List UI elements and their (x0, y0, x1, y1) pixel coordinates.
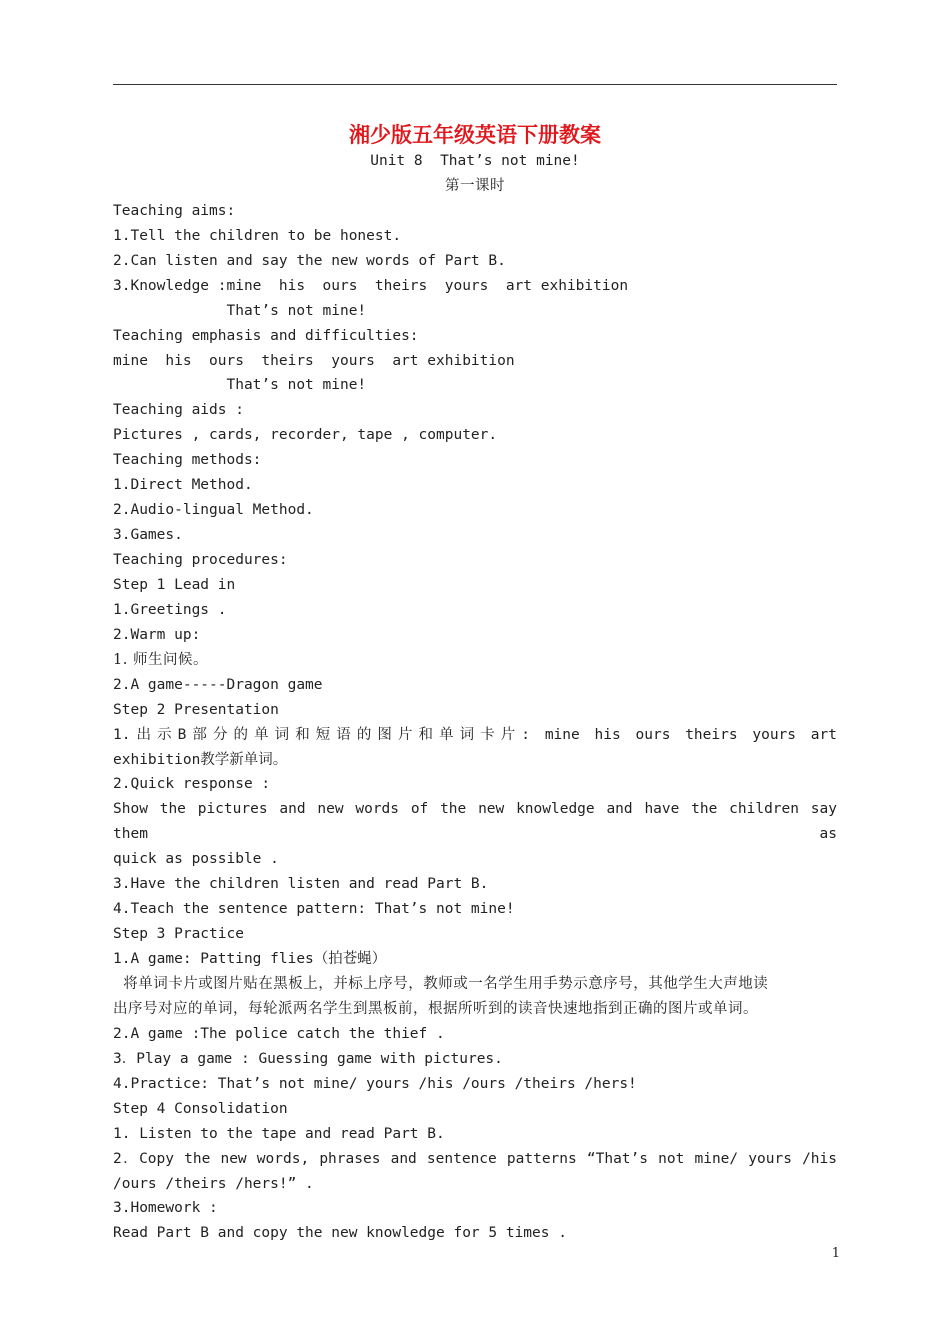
text-line: 1.出示B部分的单词和短语的图片和单词卡片: mine his ours theirs yours art (113, 726, 837, 743)
text-line: That’s not mine! (113, 377, 367, 394)
text-line: 2.Can listen and say the new words of Part B. (113, 252, 506, 269)
lesson-heading: 第一课时 (445, 177, 505, 194)
text-line: 3.Have the children listen and read Part B. (113, 876, 489, 893)
text-line: 1. 师生问候。 (113, 651, 208, 668)
text-line: Step 2 Presentation (113, 701, 279, 718)
text-line: Read Part B and copy the new knowledge for 5 times . (113, 1225, 567, 1242)
text-line: 出序号对应的单词，每轮派两名学生到黑板前，根据所听到的读音快速地指到正确的图片或单词。 (113, 1000, 758, 1017)
text-line: quick as possible . (113, 851, 279, 868)
text-line: 将单词卡片或图片贴在黑板上，并标上序号，教师或一名学生用手势示意序号，其他学生大声地读 (113, 975, 769, 992)
page-number: 1 (831, 1246, 840, 1261)
text-line: 1.Greetings . (113, 601, 227, 618)
text-line: 1.A game: Patting flies（拍苍蝇） (113, 951, 387, 968)
text-line: That’s not mine! (113, 302, 367, 319)
text-line: 3.Knowledge :mine his ours theirs yours art exhibition (113, 277, 629, 294)
text-line: exhibition教学新单词。 (113, 751, 288, 768)
text-line: 2.Warm up: (113, 626, 201, 643)
text-line: 3.Games. (113, 527, 183, 544)
text-line: Step 3 Practice (113, 926, 244, 943)
text-line: Pictures , cards, recorder, tape , computer. (113, 427, 498, 444)
document-title: 湘少版五年级英语下册教案 (349, 122, 601, 147)
text-line: 1. Listen to the tape and read Part B. (113, 1125, 445, 1142)
text-line: 3．Play a game : Guessing game with pictures. (113, 1050, 503, 1067)
text-line: mine his ours theirs yours art exhibition (113, 352, 515, 369)
text-line: Step 1 Lead in (113, 576, 236, 593)
text-line: 2.A game :The police catch the thief . (113, 1025, 445, 1042)
text-line: Teaching procedures: (113, 552, 288, 568)
text-line: Step 4 Consolidation (113, 1100, 288, 1117)
text-line: 2.Audio-lingual Method. (113, 502, 314, 519)
text-line: 2.Quick response : (113, 776, 271, 793)
document-body (113, 149, 837, 1246)
text-line: 4.Practice: That’s not mine/ yours /his /ours /theirs /hers! (113, 1075, 637, 1092)
text-line: 3.Homework : (113, 1200, 218, 1217)
text-line: 1.Direct Method. (113, 477, 253, 494)
text-line: 2．Copy the new words, phrases and sentence patterns “That’s not mine/ yours /his (113, 1150, 837, 1167)
text-line: Show the pictures and new words of the new knowledge and have the children say them as (113, 801, 837, 843)
text-line: Teaching methods: (113, 452, 262, 469)
text-line: 4.Teach the sentence pattern: That’s not mine! (113, 901, 515, 918)
text-line: Teaching aids : (113, 402, 244, 419)
text-line: Teaching emphasis and difficulties: (113, 327, 419, 344)
unit-heading: Unit 8 That’s not mine! (370, 153, 580, 169)
text-line: 2.A game-----Dragon game (113, 676, 323, 693)
header-rule (113, 84, 837, 85)
text-line: /ours /theirs /hers!” . (113, 1175, 314, 1192)
text-line: 1.Tell the children to be honest. (113, 227, 402, 244)
text-line: Teaching aims: (113, 202, 236, 219)
